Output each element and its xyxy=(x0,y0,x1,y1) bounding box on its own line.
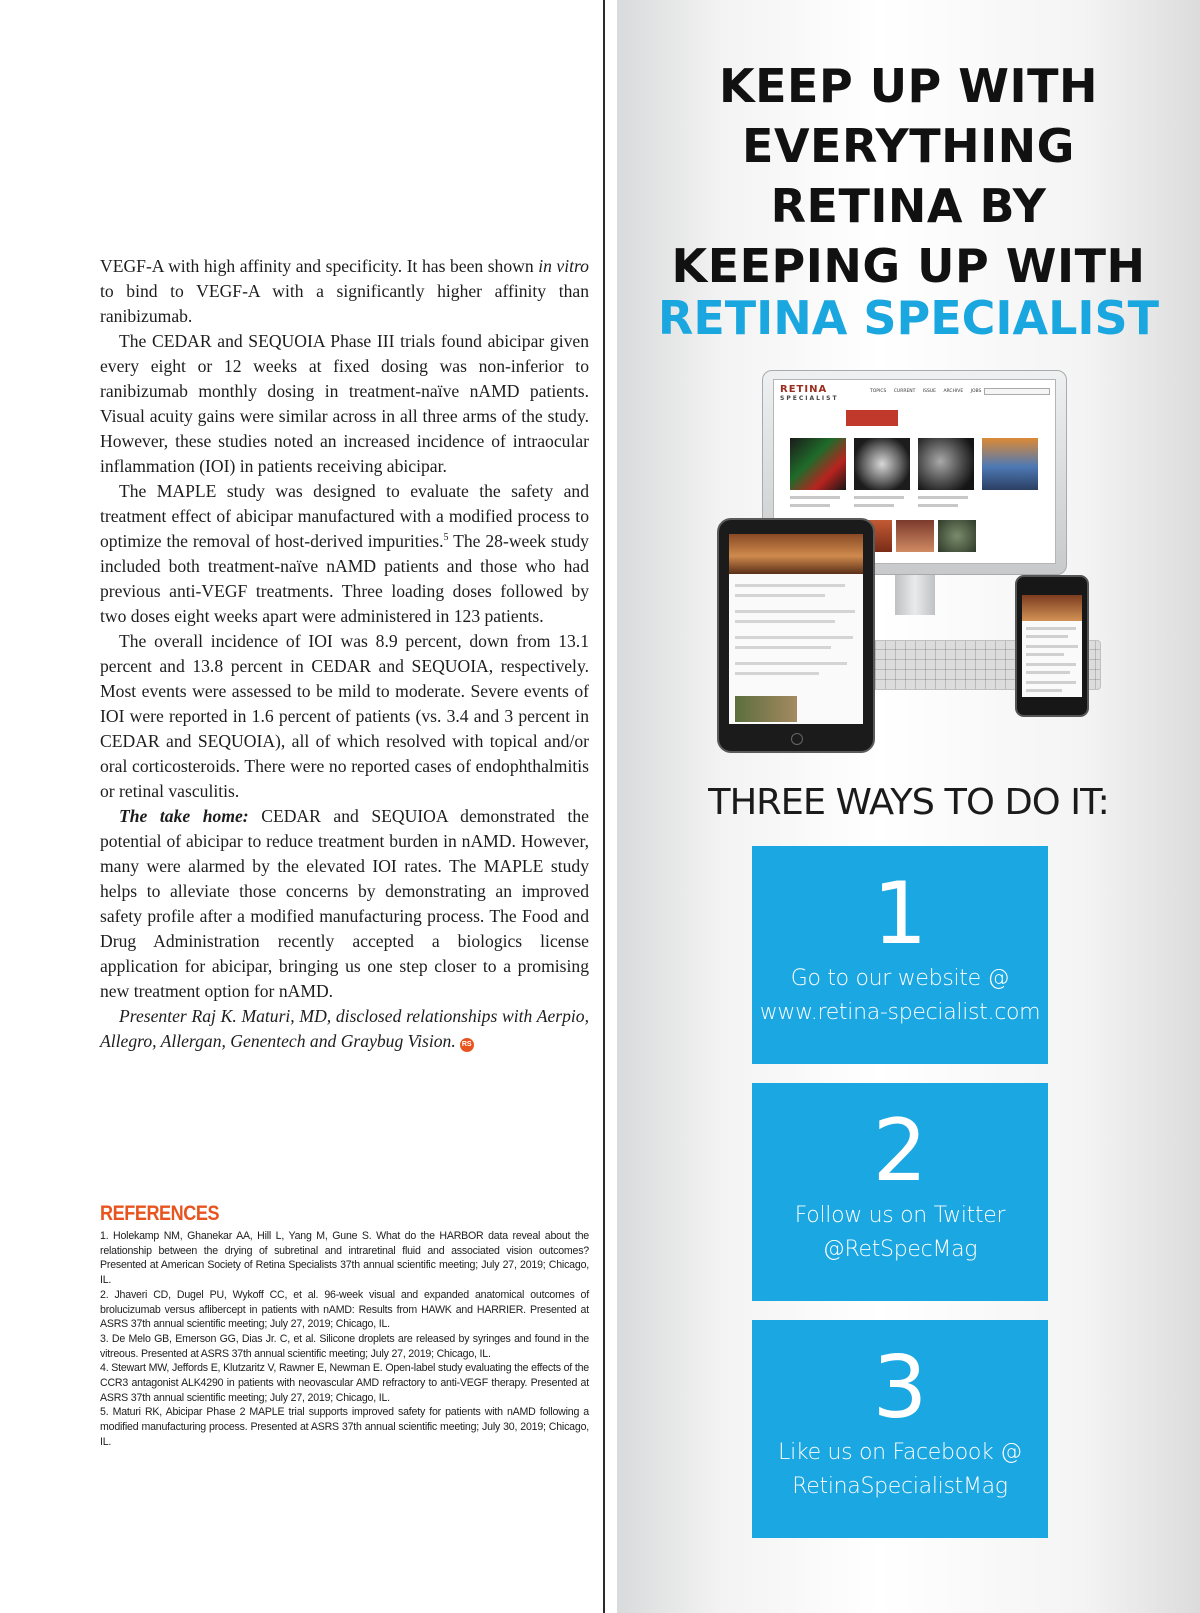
text-line xyxy=(735,636,853,639)
text-line xyxy=(735,662,847,665)
reference-item: 3. De Melo GB, Emerson GG, Dias Jr. C, et al. Silicone droplets are released by syringes and found in the vitreous. Presented at ASRS 37th annual scientific meeting; July 27, 2019; Chicago, IL. xyxy=(100,1332,589,1360)
way-text: Like us on Facebook @ xyxy=(778,1440,1022,1465)
way-website-box[interactable] xyxy=(752,846,1048,1064)
three-ways-heading: THREE WAYS TO DO IT: xyxy=(708,782,1109,823)
disclosure-paragraph: Presenter Raj K. Maturi, MD, disclosed relationships with Aerpio, Allegro, Allergan, Genentech and Graybug Vision. RS xyxy=(100,1006,589,1051)
tablet-device xyxy=(717,518,875,753)
way-number: 2 xyxy=(872,1101,928,1201)
reference-item: 5. Maturi RK, Abicipar Phase 2 MAPLE trial supports improved safety for patients with nAMD following a modified manufacturing process. Presented at ASRS 37th annual scientific meeting; July 30, 2019; Chicago, IL. xyxy=(100,1406,589,1448)
facebook-page-link[interactable]: RetinaSpecialistMag xyxy=(792,1474,1008,1499)
way-number: 1 xyxy=(872,864,928,964)
site-thumbnail xyxy=(982,438,1038,490)
text-line xyxy=(918,504,958,507)
text-line xyxy=(790,504,830,507)
site-thumbnail xyxy=(918,438,974,490)
site-logo: RETINA SPECIALIST xyxy=(780,384,839,402)
site-image xyxy=(896,520,934,552)
text-line xyxy=(1026,663,1076,666)
text-line xyxy=(1026,635,1068,638)
website-link[interactable]: www.retina-specialist.com xyxy=(759,1000,1041,1025)
text-line xyxy=(1026,645,1078,648)
text-line xyxy=(735,610,855,613)
reference-item: 4. Stewart MW, Jeffords E, Klutzaritz V, Rawner E, Newman E. Open-label study evaluating the effects of the CCR3 antagonist ALK4290 in patients with neovascular AMD refractory to anti-VEGF therapy. Presented at ASRS 37th annual scientific meeting; July 27, 2019; Chicago, IL. xyxy=(100,1362,589,1404)
text-line xyxy=(735,594,825,597)
text-line xyxy=(918,496,968,499)
site-image xyxy=(938,520,976,552)
brand-name: RETINA SPECIALIST xyxy=(657,291,1160,345)
text-line xyxy=(854,504,894,507)
phone-device xyxy=(1015,575,1089,717)
way-text: Go to our website @ xyxy=(790,966,1010,991)
text-line xyxy=(854,496,904,499)
text-line xyxy=(790,496,840,499)
home-button-icon xyxy=(791,733,803,745)
promo-panel xyxy=(617,0,1200,1613)
text-line xyxy=(1026,681,1076,684)
text-line xyxy=(735,672,819,675)
devices-illustration xyxy=(717,370,1137,770)
tablet-cover-image xyxy=(729,534,863,574)
text-line xyxy=(1026,689,1062,692)
text-line xyxy=(1026,653,1064,656)
tablet-post-image xyxy=(735,696,797,722)
site-thumbnail xyxy=(854,438,910,490)
way-number: 3 xyxy=(872,1338,928,1438)
article-paragraph: The CEDAR and SEQUOIA Phase III trials found abicipar given every eight or 12 weeks at fixed dosing was non-inferior to ranibizumab monthly dosing in treatment-naïve nAMD patients. Visual acuity gains were similar across in all three arms of the study. However, these studies noted an increased incidence of intraocular inflammation (IOI) in patients receiving abicipar. xyxy=(100,331,589,476)
take-home-paragraph: The take home: CEDAR and SEQUIOA demonstrated the potential of abicipar to reduce treatment burden in nAMD. However, many were alarmed by the elevated IOI rates. The MAPLE study helps to alleviate those concerns by demonstrating an improved safety profile after a modified manufacturing process. The Food and Drug Administration recently accepted a biologics license application for abicipar, bringing us one step closer to a promising new treatment option for nAMD. xyxy=(100,806,589,1001)
site-nav: TOPICS CURRENT ISSUE ARCHIVE JOBS xyxy=(870,389,982,394)
site-banner xyxy=(846,410,898,426)
article-paragraph: VEGF-A with high affinity and specificity. It has been shown in vitro to bind to VEGF-A with a significantly higher affinity than ranibizumab. xyxy=(100,256,589,326)
site-thumbnail xyxy=(790,438,846,490)
reference-item: 2. Jhaveri CD, Dugel PU, Wykoff CC, et al. 96-week visual and expanded anatomical outcomes of brolucizumab versus aflibercept in patients with nAMD: Results from HAWK and HARRIER. Presented at ASRS 37th annual scientific meeting; July 27, 2019; Chicago, IL. xyxy=(100,1288,589,1331)
twitter-handle-link[interactable]: @RetSpecMag xyxy=(822,1237,978,1262)
citation-superscript: 5 xyxy=(443,532,449,544)
article-paragraph: The overall incidence of IOI was 8.9 percent, down from 13.1 percent and 13.8 percent in CEDAR and SEQUOIA, respectively. Most events were assessed to be mild to moderate. Severe events of IOI were reported in 1.6 percent of patients (vs. 3.4 and 3 percent in CEDAR and SEQUOIA), all of which resolved with topical and/or oral corticosteroids. There were no reported cases of endophthalmitis or retinal vasculitis. xyxy=(100,631,589,801)
article-body xyxy=(100,254,589,1054)
article-paragraph: The MAPLE study was designed to evaluate the safety and treatment effect of abicipar manufactured with a modified process to optimize the removal of host-derived impurities.$^5$ The 28-week study included both treatment-naïve nAMD patients and those who had previous anti-VEGF treatments. Three loading doses followed by two doses eight weeks apart were administered in 123 patients. xyxy=(100,481,589,626)
text-line xyxy=(1026,627,1076,630)
text-line xyxy=(735,646,831,649)
references-section xyxy=(100,1202,589,1450)
references-heading: REFERENCES xyxy=(100,1202,220,1225)
phone-screen xyxy=(1022,595,1082,697)
way-text: Follow us on Twitter xyxy=(794,1203,1006,1228)
take-home-label: The take home: xyxy=(119,806,249,826)
promo-headline: KEEP UP WITH EVERYTHING RETINA BY KEEPING UP WITH xyxy=(671,59,1146,293)
reference-item: 1. Holekamp NM, Ghanekar AA, Hill L, Yang M, Gune S. What do the HARBOR data reveal about the relationship between the drying of subretinal and intraretinal fluid and associated vision outcomes? Presented at American Society of Retina Specialists 37th annual scientific meeting; July 27, 2019; Chicago, IL. xyxy=(100,1230,589,1287)
way-twitter-box[interactable] xyxy=(752,1083,1048,1301)
text-line xyxy=(735,620,835,623)
tablet-screen xyxy=(729,534,863,724)
site-search-box xyxy=(984,388,1050,395)
way-facebook-box[interactable] xyxy=(752,1320,1048,1538)
column-divider xyxy=(603,0,605,1613)
text-line xyxy=(1026,671,1070,674)
text-line xyxy=(735,584,845,587)
emphasis-text: in vitro xyxy=(538,256,589,276)
end-mark-logo: RS xyxy=(460,1038,474,1052)
monitor-stand xyxy=(895,575,935,615)
phone-cover-image xyxy=(1022,595,1082,621)
